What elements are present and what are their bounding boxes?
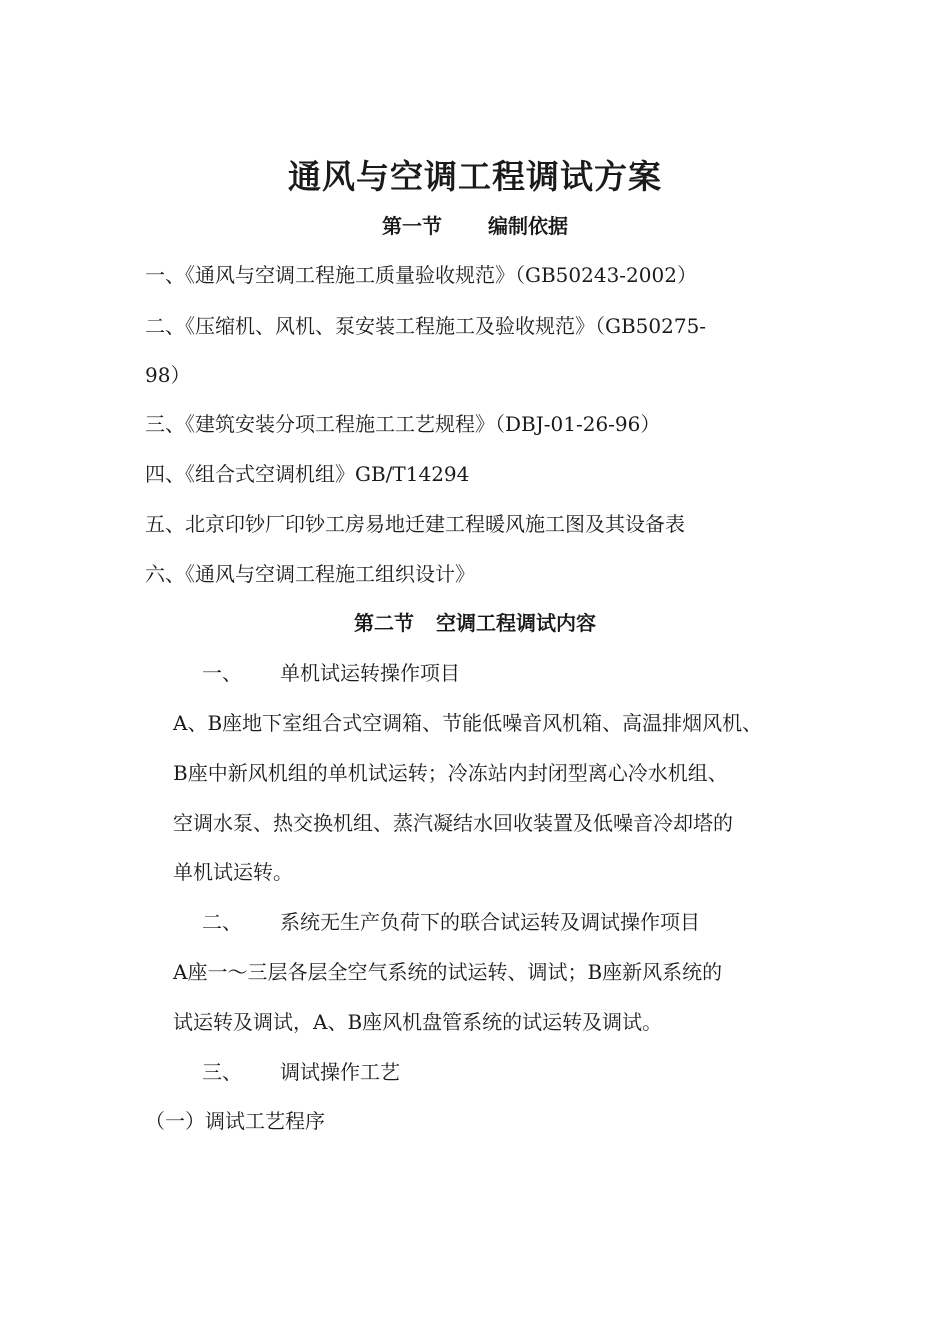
basis-item-3: 三、《建筑安装分项工程施工工艺规程》（DBJ-01-26-96） (145, 412, 661, 436)
basis-item-4: 四、《组合式空调机组》GB/T14294 (145, 462, 470, 486)
section-1-heading (0, 213, 950, 239)
section-2-heading (0, 610, 950, 636)
basis-item-2: 二、《压缩机、风机、泵安装工程施工及验收规范》（GB50275- (145, 314, 707, 338)
subsection-2-line-1: A座一～三层各层全空气系统的试运转、调试；B座新风系统的 (173, 960, 723, 984)
procedure-heading: （一）调试工艺程序 (145, 1109, 325, 1133)
subsection-1-heading (202, 660, 460, 686)
section-1-name: 编制依据 (488, 214, 568, 238)
subsection-2-number: 二、 (202, 910, 242, 934)
subsection-2-line-2: 试运转及调试，A、B座风机盘管系统的试运转及调试。 (173, 1010, 663, 1034)
subsection-1-line-2: B座中新风机组的单机试运转；冷冻站内封闭型离心冷水机组、 (173, 761, 728, 785)
basis-item-2-cont: 98） (145, 363, 191, 387)
subsection-1-line-1: A、B座地下室组合式空调箱、节能低噪音风机箱、高温排烟风机、 (173, 711, 763, 735)
section-1-label: 第一节 (382, 214, 442, 238)
subsection-1-line-4: 单机试运转。 (173, 860, 293, 884)
basis-item-6: 六、《通风与空调工程施工组织设计》 (145, 562, 475, 586)
section-2-name: 空调工程调试内容 (436, 611, 596, 635)
subsection-3-title: 调试操作工艺 (280, 1060, 400, 1084)
section-2-label: 第二节 (354, 611, 414, 635)
subsection-3-heading (202, 1059, 400, 1085)
subsection-1-line-3: 空调水泵、热交换机组、蒸汽凝结水回收装置及低噪音冷却塔的 (173, 811, 733, 835)
subsection-2-title: 系统无生产负荷下的联合试运转及调试操作项目 (280, 910, 700, 934)
subsection-3-number: 三、 (202, 1060, 242, 1084)
basis-item-5: 五、北京印钞厂印钞工房易地迁建工程暖风施工图及其设备表 (145, 512, 685, 536)
document-title: 通风与空调工程调试方案 (288, 157, 662, 196)
subsection-1-title: 单机试运转操作项目 (280, 661, 460, 685)
subsection-2-heading (202, 909, 700, 935)
basis-item-1: 一、《通风与空调工程施工质量验收规范》（GB50243-2002） (145, 263, 697, 287)
subsection-1-number: 一、 (202, 661, 242, 685)
